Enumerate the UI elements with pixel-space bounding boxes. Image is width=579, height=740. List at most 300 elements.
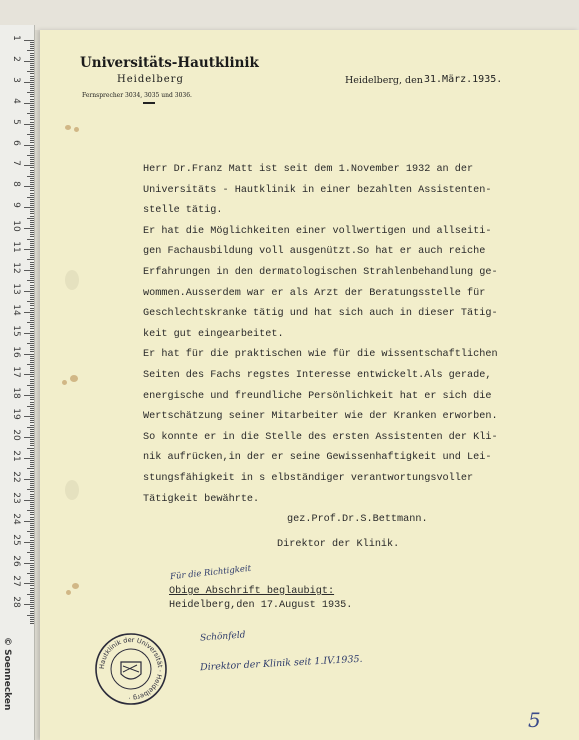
- ruler-tick: [24, 249, 34, 250]
- letter-body: [143, 160, 563, 510]
- ruler-tick: [24, 228, 34, 229]
- ruler-tick: [30, 475, 34, 476]
- ruler-tick: [30, 266, 34, 267]
- ruler-tick: [30, 402, 34, 403]
- ruler-tick: [30, 99, 34, 100]
- ruler-tick: [30, 592, 34, 593]
- ruler-tick: [30, 433, 34, 434]
- ruler-tick: [30, 391, 34, 392]
- ruler-tick: [30, 387, 34, 388]
- ruler-number: 20: [11, 429, 21, 441]
- ruler-tick: [30, 314, 34, 315]
- ruler-tick: [27, 468, 34, 469]
- ruler-tick: [30, 107, 34, 108]
- ruler-tick: [30, 209, 34, 210]
- ruler-tick: [30, 203, 34, 204]
- ruler-tick: [30, 556, 34, 557]
- ruler-tick: [30, 537, 34, 538]
- ruler-tick: [30, 358, 34, 359]
- ruler-tick: [30, 69, 34, 70]
- ruler-tick: [30, 569, 34, 570]
- ruler-number: 16: [11, 345, 21, 358]
- ruler-tick: [27, 197, 34, 198]
- ruler-tick: [30, 331, 34, 332]
- ruler-tick: [30, 335, 34, 336]
- ruler-tick: [30, 370, 34, 371]
- ruler-tick: [30, 441, 34, 442]
- ruler-tick: [27, 50, 34, 51]
- ruler-tick: [30, 498, 34, 499]
- ruler-tick: [30, 161, 34, 162]
- ruler-tick: [30, 328, 34, 329]
- ruler-tick: [30, 78, 34, 79]
- ruler-tick: [30, 295, 34, 296]
- ruler-tick: [30, 450, 34, 451]
- ruler-tick: [30, 48, 34, 49]
- ruler-tick: [30, 596, 34, 597]
- ruler-number: 24: [11, 512, 21, 525]
- ruler-tick: [30, 381, 34, 382]
- ruler-tick: [30, 199, 34, 200]
- body-line: keit gut eingearbeitet.: [143, 328, 284, 340]
- ruler-tick: [30, 236, 34, 237]
- ruler-tick: [30, 151, 34, 152]
- ruler-tick: [30, 533, 34, 534]
- ruler-tick: [24, 186, 34, 187]
- ruler-tick: [30, 460, 34, 461]
- stain: [72, 583, 79, 589]
- dateline-place: Heidelberg, den: [345, 75, 423, 86]
- ruler-tick: [27, 385, 34, 386]
- ruler-tick: [30, 588, 34, 589]
- ruler-tick: [30, 73, 34, 74]
- ruler-tick: [24, 103, 34, 104]
- ruler-tick: [30, 226, 34, 227]
- ruler-tick: [30, 360, 34, 361]
- ruler-tick: [30, 560, 34, 561]
- ruler-tick: [24, 604, 34, 605]
- ruler-tick: [30, 216, 34, 217]
- ruler-tick: [30, 504, 34, 505]
- ruler-tick: [30, 195, 34, 196]
- signature-title: Direktor der Klinik.: [277, 539, 400, 550]
- ruler-tick: [30, 408, 34, 409]
- ruler-tick: [30, 170, 34, 171]
- stain: [65, 125, 71, 130]
- ruler-tick: [30, 243, 34, 244]
- ruler-tick: [30, 67, 34, 68]
- ruler-tick: [27, 280, 34, 281]
- ruler-tick: [30, 341, 34, 342]
- body-line: Wertschätzung seiner Mitarbeiter wie der Kranken erworben.: [143, 411, 498, 423]
- ruler-tick: [30, 140, 34, 141]
- ruler-tick: [24, 583, 34, 584]
- ruler-tick: [30, 439, 34, 440]
- ruler-tick: [30, 487, 34, 488]
- ruler-tick: [30, 337, 34, 338]
- ruler-tick: [24, 416, 34, 417]
- body-line: stelle tätig.: [143, 205, 223, 217]
- ruler-tick: [24, 145, 34, 146]
- ruler-tick: [30, 274, 34, 275]
- ruler-number: 9: [11, 202, 21, 209]
- ruler-tick: [30, 611, 34, 612]
- ruler-number: 8: [11, 181, 21, 188]
- page-number: 5: [528, 708, 541, 732]
- ruler-tick: [30, 466, 34, 467]
- ruler-tick: [30, 149, 34, 150]
- ruler-tick: [30, 621, 34, 622]
- ruler-tick: [30, 445, 34, 446]
- ruler-tick: [27, 573, 34, 574]
- ruler-tick: [30, 494, 34, 495]
- ruler-tick: [30, 540, 34, 541]
- stain: [66, 590, 71, 595]
- clinic-stamp: [94, 632, 168, 706]
- ruler-tick: [30, 55, 34, 56]
- ruler-number: 21: [11, 450, 21, 462]
- ruler-tick: [30, 567, 34, 568]
- ruler-number: 28: [11, 596, 21, 609]
- ruler-tick: [30, 347, 34, 348]
- ruler-tick: [30, 548, 34, 549]
- ruler-tick: [30, 565, 34, 566]
- ruler-tick: [27, 322, 34, 323]
- ruler-tick: [30, 425, 34, 426]
- body-line: Herr Dr.Franz Matt ist seit dem 1.November 1932 an der: [143, 164, 474, 175]
- ruler-tick: [30, 289, 34, 290]
- ruler-tick: [27, 427, 34, 428]
- ruler-tick: [30, 101, 34, 102]
- ruler-tick: [30, 282, 34, 283]
- ruler-tick: [27, 113, 34, 114]
- ruler-number: 13: [11, 283, 21, 295]
- ruler-tick: [30, 159, 34, 160]
- ruler-tick: [30, 517, 34, 518]
- ruler-tick: [30, 554, 34, 555]
- ruler-tick: [24, 521, 34, 522]
- body-line: So konnte er in die Stelle des ersten Assistenten der Kli-: [143, 431, 498, 443]
- ruler-number: 27: [11, 575, 21, 588]
- ruler-tick: [30, 320, 34, 321]
- ruler-tick: [27, 552, 34, 553]
- ruler-tick: [24, 82, 34, 83]
- ruler-tick: [30, 184, 34, 185]
- ruler-tick: [30, 163, 34, 164]
- ruler-tick: [27, 531, 34, 532]
- body-line: nik aufrücken,in der er seine Gewissenhaftigkeit und Lei-: [143, 452, 492, 464]
- handwritten-note: Für die Richtigkeit: [169, 563, 252, 583]
- ruler-tick: [30, 220, 34, 221]
- ruler-tick: [30, 579, 34, 580]
- ruler-tick: [30, 224, 34, 225]
- ruler-tick: [27, 489, 34, 490]
- ruler-brand: © Soennecken: [2, 637, 12, 711]
- ruler-tick: [30, 602, 34, 603]
- ruler-tick: [24, 40, 34, 41]
- ruler-tick: [27, 594, 34, 595]
- body-line: Tätigkeit bewährte.: [143, 493, 260, 505]
- letterhead-underline: [143, 102, 155, 104]
- ruler-tick: [30, 471, 34, 472]
- ruler-tick: [24, 374, 34, 375]
- ruler-tick: [30, 316, 34, 317]
- ruler-tick: [24, 270, 34, 271]
- ruler-tick: [30, 136, 34, 137]
- ruler-tick: [30, 418, 34, 419]
- ruler-tick: [30, 96, 34, 97]
- ruler-tick: [30, 111, 34, 112]
- ruler-tick: [30, 105, 34, 106]
- ruler-tick: [30, 278, 34, 279]
- ruler-tick: [30, 613, 34, 614]
- handwritten-role: Direktor der Klinik seit 1.IV.1935.: [199, 653, 363, 674]
- ruler-tick: [27, 343, 34, 344]
- ruler-number: 1: [11, 35, 21, 41]
- letterhead-institution: Universitäts-Hautklinik: [80, 55, 259, 71]
- ruler-tick: [30, 308, 34, 309]
- ruler-tick: [27, 510, 34, 511]
- body-line: Geschlechtskranke tätig und hat sich auch in dieser Tätig-: [143, 308, 498, 320]
- ruler-number: 7: [11, 160, 21, 167]
- ruler-tick: [30, 213, 34, 214]
- ruler-tick: [30, 585, 34, 586]
- ruler-tick: [30, 456, 34, 457]
- ruler-tick: [30, 172, 34, 173]
- ruler-tick: [30, 53, 34, 54]
- ruler-tick: [30, 90, 34, 91]
- ruler-tick: [24, 333, 34, 334]
- ruler-tick: [30, 46, 34, 47]
- ruler-tick: [30, 251, 34, 252]
- ruler-tick: [30, 182, 34, 183]
- ruler-tick: [30, 272, 34, 273]
- ruler-tick: [24, 207, 34, 208]
- ruler-tick: [30, 383, 34, 384]
- punch-hole: [65, 480, 79, 500]
- ruler-tick: [30, 483, 34, 484]
- ruler-tick: [27, 239, 34, 240]
- ruler-tick: [30, 345, 34, 346]
- ruler-tick: [30, 366, 34, 367]
- ruler-tick: [30, 420, 34, 421]
- body-line: gen Fachausbildung voll ausgenützt.So hat er auch reiche: [143, 246, 486, 258]
- ruler-tick: [24, 500, 34, 501]
- ruler-tick: [30, 512, 34, 513]
- ruler-tick: [30, 147, 34, 148]
- ruler-tick: [24, 479, 34, 480]
- ruler-tick: [30, 481, 34, 482]
- ruler-tick: [27, 364, 34, 365]
- ruler-tick: [30, 372, 34, 373]
- ruler-tick: [30, 318, 34, 319]
- ruler-number: 6: [11, 139, 21, 146]
- ruler-tick: [30, 222, 34, 223]
- stain: [70, 375, 78, 382]
- ruler-tick: [30, 491, 34, 492]
- ruler-tick: [24, 542, 34, 543]
- ruler-tick: [30, 188, 34, 189]
- ruler-tick: [30, 132, 34, 133]
- ruler-tick: [30, 619, 34, 620]
- ruler-tick: [30, 368, 34, 369]
- ruler-tick: [30, 299, 34, 300]
- ruler-tick: [30, 180, 34, 181]
- ruler-tick: [30, 550, 34, 551]
- ruler-number: 3: [11, 76, 21, 83]
- stain: [74, 127, 79, 132]
- ruler-number: 10: [11, 220, 21, 232]
- ruler-tick: [30, 109, 34, 110]
- signature-name: gez.Prof.Dr.S.Bettmann.: [287, 514, 428, 525]
- ruler-number: 14: [11, 303, 21, 316]
- ruler-tick: [30, 519, 34, 520]
- ruler-tick: [30, 310, 34, 311]
- ruler-tick: [30, 514, 34, 515]
- ruler-number: 22: [11, 471, 21, 483]
- ruler-tick: [24, 61, 34, 62]
- ruler-tick: [30, 305, 34, 306]
- ruler-tick: [30, 608, 34, 609]
- ruler-tick: [30, 412, 34, 413]
- ruler-tick: [30, 351, 34, 352]
- ruler-tick: [30, 245, 34, 246]
- ruler-tick: [30, 544, 34, 545]
- ruler-tick: [24, 124, 34, 125]
- ruler-tick: [30, 44, 34, 45]
- ruler-tick: [30, 590, 34, 591]
- ruler-tick: [30, 462, 34, 463]
- ruler-tick: [30, 84, 34, 85]
- ruler-tick: [30, 575, 34, 576]
- ruler-tick: [30, 414, 34, 415]
- ruler-tick: [30, 193, 34, 194]
- ruler-tick: [27, 448, 34, 449]
- ruler-tick: [27, 301, 34, 302]
- ruler-tick: [30, 128, 34, 129]
- ruler-tick: [30, 477, 34, 478]
- ruler-tick: [30, 303, 34, 304]
- ruler-number: 2: [11, 56, 21, 62]
- body-line: Er hat die Möglichkeiten einer vollwertigen und allseiti-: [143, 225, 492, 237]
- ruler-tick: [30, 293, 34, 294]
- background: [0, 0, 579, 30]
- ruler-tick: [30, 178, 34, 179]
- ruler-tick: [30, 174, 34, 175]
- ruler-tick: [30, 452, 34, 453]
- ruler-tick: [30, 285, 34, 286]
- ruler-tick: [24, 312, 34, 313]
- ruler-number: 5: [11, 118, 21, 125]
- ruler-tick: [24, 458, 34, 459]
- letterhead-city: Heidelberg: [117, 74, 184, 85]
- ruler-tick: [24, 291, 34, 292]
- ruler-tick: [30, 88, 34, 89]
- ruler-number: 4: [11, 97, 21, 104]
- ruler-tick: [30, 598, 34, 599]
- ruler-tick: [30, 42, 34, 43]
- ruler-tick: [30, 59, 34, 60]
- ruler-tick: [30, 473, 34, 474]
- ruler-tick: [30, 410, 34, 411]
- body-line: energische und freundliche Persönlichkeit hat er sich die: [143, 390, 492, 402]
- ruler-tick: [30, 230, 34, 231]
- ruler-tick: [30, 65, 34, 66]
- ruler-tick: [30, 485, 34, 486]
- ruler-tick: [24, 354, 34, 355]
- body-line: Erfahrungen in den dermatologischen Strahlenbehandlung ge-: [143, 266, 498, 278]
- stain: [62, 380, 67, 385]
- ruler-tick: [27, 92, 34, 93]
- ruler-tick: [30, 157, 34, 158]
- ruler-tick: [30, 241, 34, 242]
- ruler-tick: [30, 76, 34, 77]
- ruler-tick: [30, 247, 34, 248]
- ruler-number: 26: [11, 554, 21, 567]
- ruler-tick: [30, 464, 34, 465]
- ruler-tick: [30, 349, 34, 350]
- ruler-tick: [30, 502, 34, 503]
- ruler-tick: [30, 276, 34, 277]
- ruler-number: 15: [11, 324, 21, 337]
- ruler-tick: [30, 232, 34, 233]
- ruler-tick: [27, 615, 34, 616]
- ruler-tick: [30, 142, 34, 143]
- ruler-tick: [27, 218, 34, 219]
- ruler-tick: [30, 600, 34, 601]
- ruler-tick: [30, 535, 34, 536]
- ruler-tick: [30, 356, 34, 357]
- letterhead-phone: Fernsprecher 3034, 3035 und 3036.: [82, 92, 192, 99]
- ruler-tick: [30, 397, 34, 398]
- measuring-ruler: [0, 25, 35, 740]
- ruler-tick: [30, 167, 34, 168]
- ruler-tick: [30, 429, 34, 430]
- ruler-tick: [30, 126, 34, 127]
- ruler-tick: [27, 134, 34, 135]
- ruler-tick: [30, 577, 34, 578]
- ruler-tick: [30, 115, 34, 116]
- certification-date: Heidelberg,den 17.August 1935.: [169, 600, 353, 611]
- ruler-tick: [30, 529, 34, 530]
- certification-line: Obige Abschrift beglaubigt:: [169, 586, 335, 597]
- body-line: Er hat für die praktischen wie für die wissentschaftlichen: [143, 349, 498, 361]
- ruler-tick: [24, 165, 34, 166]
- ruler-tick: [30, 623, 34, 624]
- ruler-tick: [30, 324, 34, 325]
- ruler-tick: [27, 155, 34, 156]
- ruler-tick: [30, 234, 34, 235]
- ruler-tick: [30, 122, 34, 123]
- ruler-tick: [30, 297, 34, 298]
- ruler-tick: [30, 117, 34, 118]
- ruler-number: 11: [11, 241, 21, 253]
- body-line: stungsfähigkeit in s elbständiger verantwortungsvoller: [143, 472, 474, 484]
- ruler-tick: [30, 205, 34, 206]
- dateline-date: 31.März.1935.: [424, 74, 503, 85]
- ruler-tick: [30, 571, 34, 572]
- ruler-tick: [30, 558, 34, 559]
- ruler-tick: [30, 262, 34, 263]
- ruler-tick: [30, 443, 34, 444]
- punch-hole: [65, 270, 79, 290]
- ruler-tick: [30, 454, 34, 455]
- ruler-tick: [30, 57, 34, 58]
- body-line: Universitäts - Hautklinik in einer bezahlten Assistenten-: [143, 184, 492, 196]
- body-line: Seiten des Fachs regstes Interesse entwickelt.Als gerade,: [143, 369, 492, 381]
- svg-text:Hautklinik der Universität · H: Hautklinik der Universität · Heidelberg ·: [97, 635, 165, 703]
- ruler-tick: [30, 362, 34, 363]
